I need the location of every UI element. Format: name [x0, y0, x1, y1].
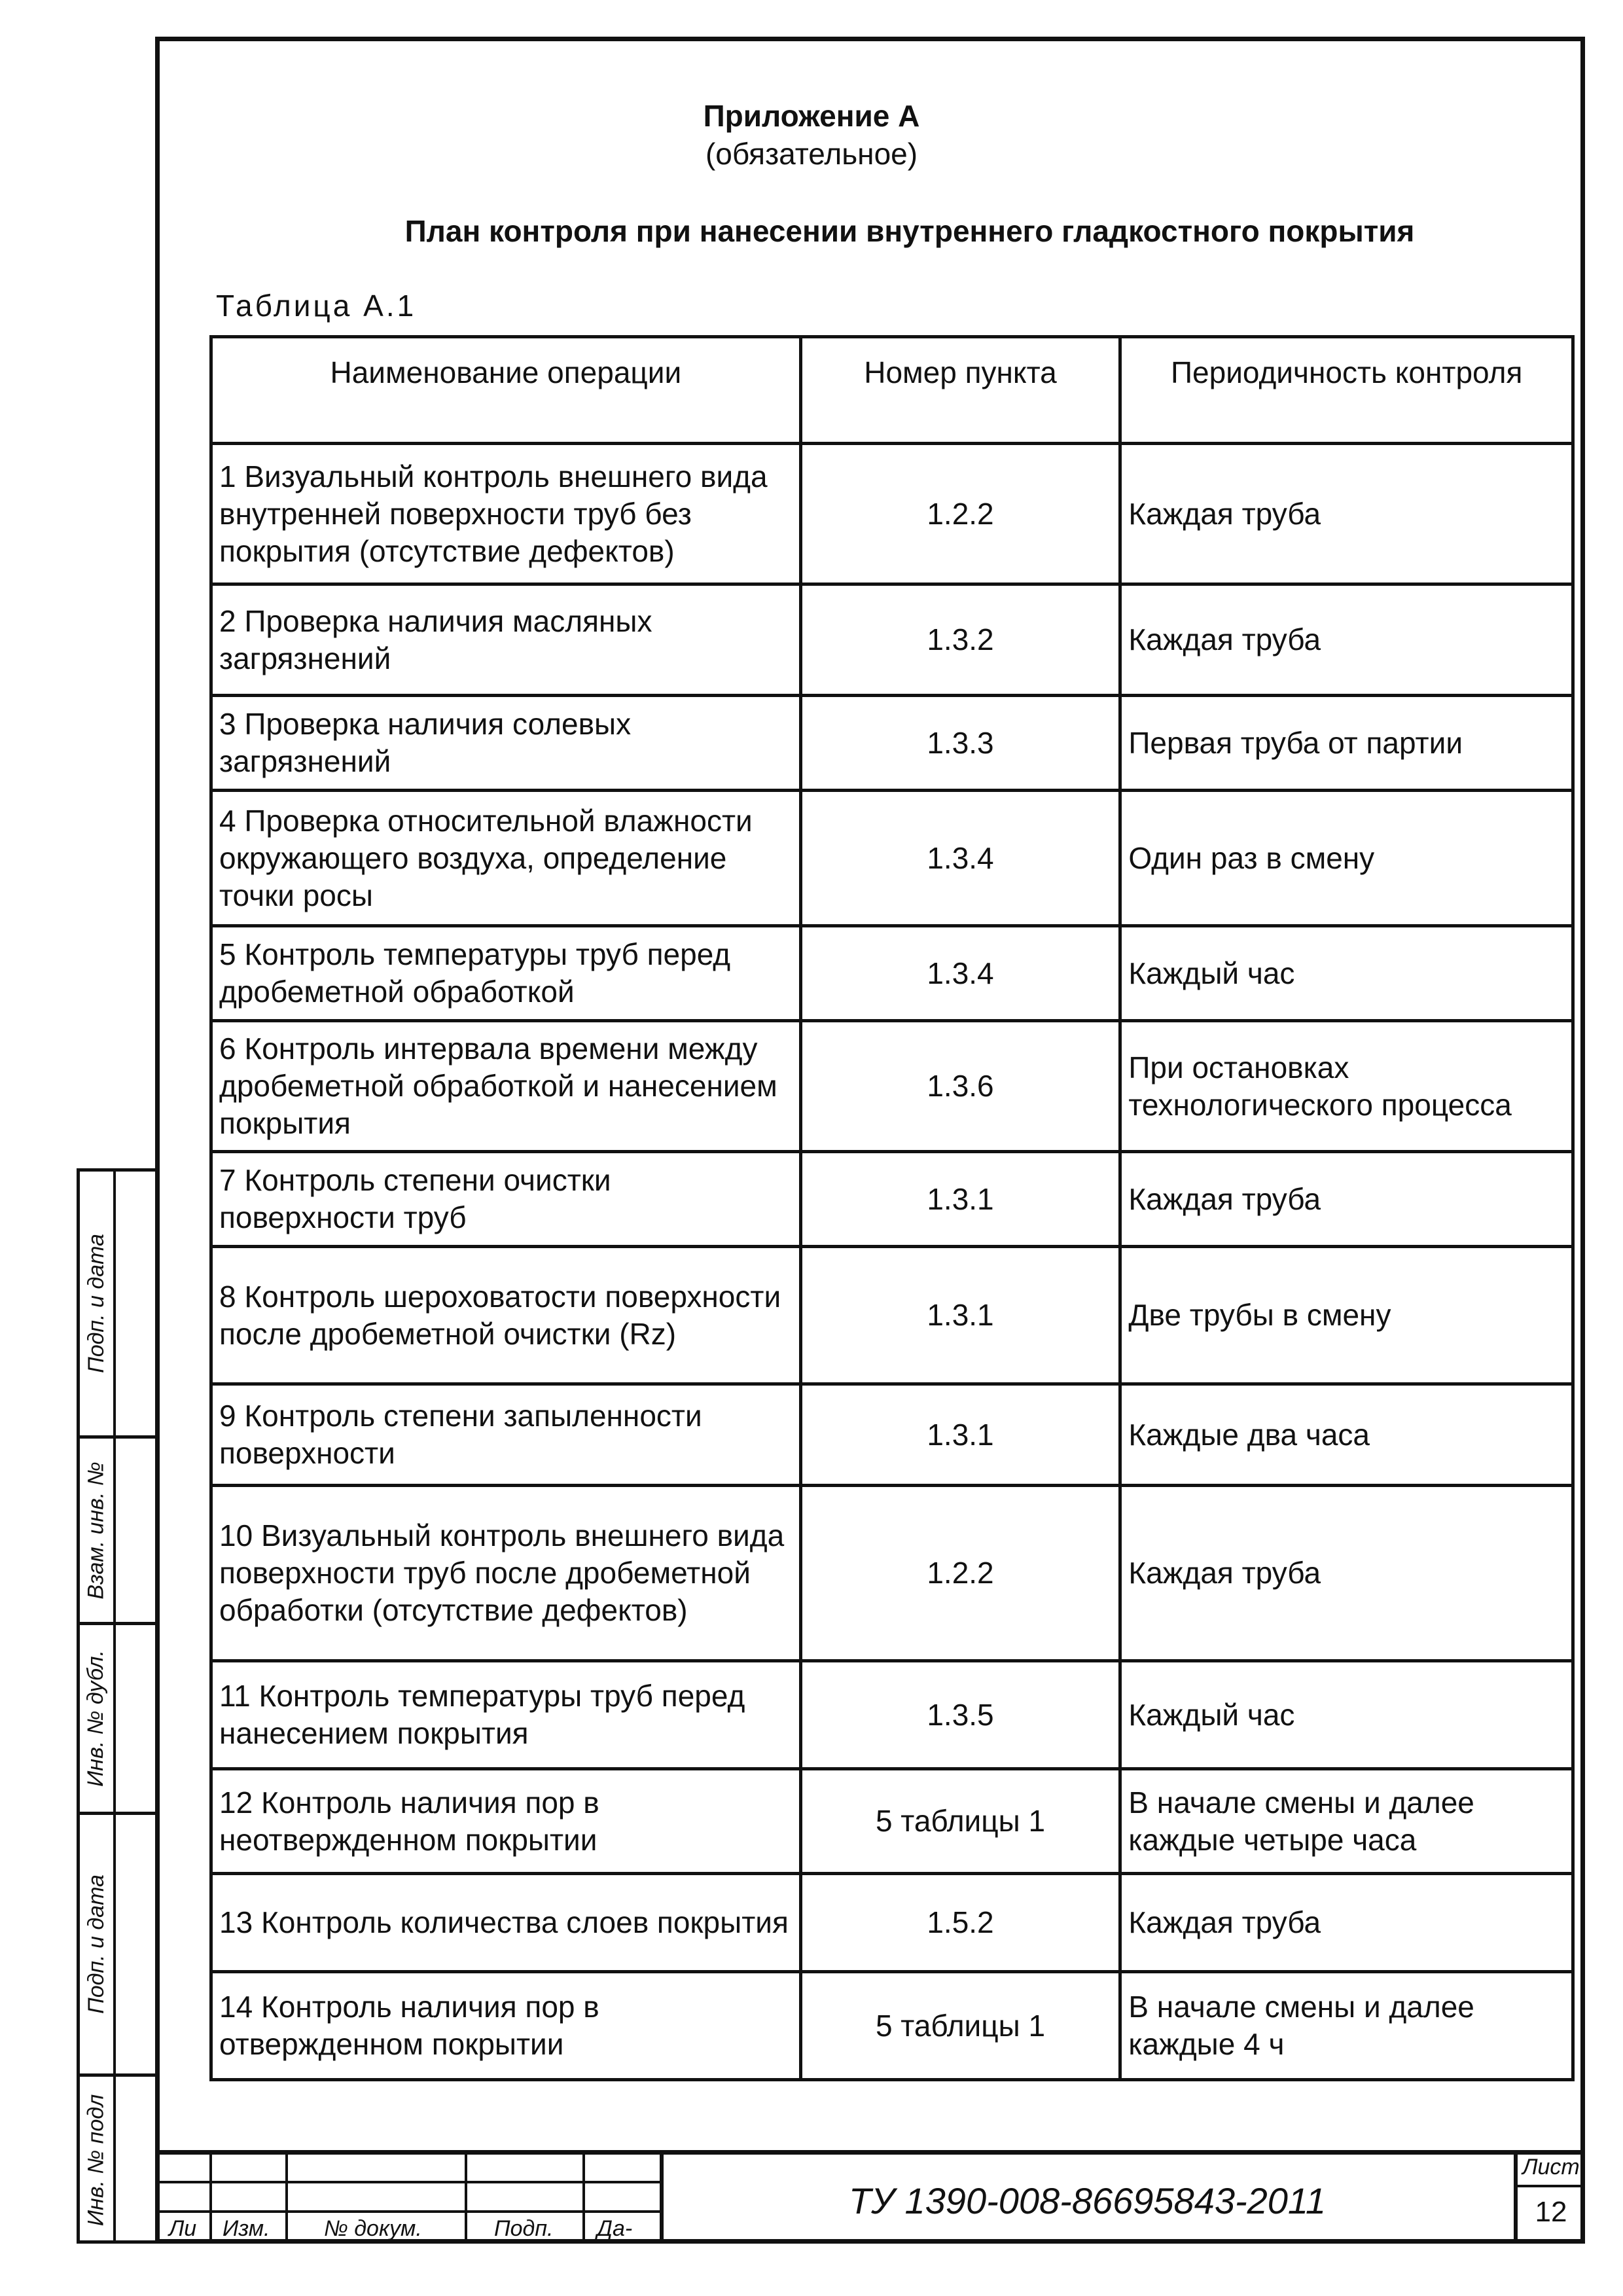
table-row [211, 1021, 1573, 1152]
stamp-row-line-2 [155, 2210, 662, 2213]
side-label-sign-date-1: Подп. и дата [83, 1234, 109, 1373]
cell-periodicity: Две трубы в смену [1120, 1247, 1573, 1384]
stamp-col-izm: Изм. [223, 2216, 270, 2241]
header-item-number: Номер пункта [800, 337, 1120, 444]
cell-item-number: 1.3.5 [800, 1661, 1120, 1769]
cell-operation: 12 Контроль наличия пор в неотвержденном покрытии [211, 1769, 801, 1874]
side-label-replace-inv: Взам. инв. № [83, 1461, 109, 1600]
cell-item-number: 1.2.2 [800, 444, 1120, 584]
cell-periodicity: Один раз в смену [1120, 791, 1573, 926]
table-row [211, 791, 1573, 926]
appendix-status: (обязательное) [705, 137, 918, 171]
cell-operation: 3 Проверка наличия солевых загрязнений [211, 696, 801, 791]
stamp-top-line [155, 2150, 1585, 2155]
cell-operation: 8 Контроль шероховатости поверхности после дробеметной очистки (Rz) [211, 1247, 801, 1384]
cell-item-number: 1.3.1 [800, 1247, 1120, 1384]
cell-item-number: 1.3.1 [800, 1384, 1120, 1486]
cell-periodicity: В начале смены и далее каждые 4 ч [1120, 1972, 1573, 2080]
table-row [211, 1661, 1573, 1769]
table-row [211, 926, 1573, 1021]
side-label-orig-inv: Инв. № подл [83, 2094, 109, 2227]
cell-operation: 7 Контроль степени очистки поверхности труб [211, 1152, 801, 1247]
side-label-sign-date-2: Подп. и дата [83, 1874, 109, 2014]
cell-operation: 14 Контроль наличия пор в отвержденном покрытии [211, 1972, 801, 2080]
stamp-row-line-1 [155, 2181, 662, 2183]
cell-item-number: 5 таблицы 1 [800, 1972, 1120, 2080]
stamp-col-doc: № докум. [324, 2216, 422, 2241]
cell-item-number: 1.3.2 [800, 584, 1120, 696]
side-label-dup-inv: Инв. № дубл. [83, 1649, 109, 1787]
header-periodicity: Периодичность контроля [1120, 337, 1573, 444]
cell-periodicity: Каждые два часа [1120, 1384, 1573, 1486]
cell-operation: 1 Визуальный контроль внешнего вида внутренней поверхности труб без покрытия (отсутствие дефектов) [211, 444, 801, 584]
cell-item-number: 1.3.4 [800, 926, 1120, 1021]
cell-operation: 9 Контроль степени запыленности поверхности [211, 1384, 801, 1486]
document-code: ТУ 1390-008-86695843-2011 [848, 2180, 1327, 2221]
table-row [211, 1769, 1573, 1874]
cell-periodicity: В начале смены и далее каждые четыре часа [1120, 1769, 1573, 1874]
cell-operation: 4 Проверка относительной влажности окружающего воздуха, определение точки росы [211, 791, 801, 926]
cell-periodicity: Каждая труба [1120, 1152, 1573, 1247]
cell-periodicity: Каждая труба [1120, 1486, 1573, 1661]
table-caption: Таблица А.1 [216, 289, 417, 323]
cell-item-number: 1.3.6 [800, 1021, 1120, 1152]
cell-periodicity: Каждый час [1120, 1661, 1573, 1769]
table-row [211, 1874, 1573, 1972]
sheet-label: Лист [1522, 2155, 1580, 2179]
table-row [211, 584, 1573, 696]
table-row [211, 696, 1573, 791]
cell-periodicity: Каждый час [1120, 926, 1573, 1021]
cell-operation: 2 Проверка наличия масляных загрязнений [211, 584, 801, 696]
cell-operation: 10 Визуальный контроль внешнего вида поверхности труб после дробеметной обработки (отсутствие дефектов) [211, 1486, 801, 1661]
cell-item-number: 5 таблицы 1 [800, 1769, 1120, 1874]
table-header-row [211, 337, 1573, 444]
cell-item-number: 1.2.2 [800, 1486, 1120, 1661]
table-row [211, 1152, 1573, 1247]
cell-item-number: 1.3.3 [800, 696, 1120, 791]
stamp-sheet-divider [1514, 2150, 1518, 2244]
cell-periodicity: Каждая труба [1120, 584, 1573, 696]
cell-periodicity: Каждая труба [1120, 1874, 1573, 1972]
table-row [211, 1384, 1573, 1486]
stamp-col-li: Ли [169, 2216, 197, 2241]
cell-operation: 6 Контроль интервала времени между дробеметной обработкой и нанесением покрытия [211, 1021, 801, 1152]
table-row [211, 1247, 1573, 1384]
stamp-col-line [582, 2150, 585, 2244]
stamp-col-line [285, 2150, 288, 2244]
appendix-title: Приложение А [703, 99, 920, 133]
cell-operation: 11 Контроль температуры труб перед нанесением покрытия [211, 1661, 801, 1769]
table-row [211, 444, 1573, 584]
stamp-col-line [209, 2150, 212, 2244]
cell-operation: 13 Контроль количества слоев покрытия [211, 1874, 801, 1972]
cell-operation: 5 Контроль температуры труб перед дробеметной обработкой [211, 926, 801, 1021]
sheet-number: 12 [1535, 2196, 1567, 2228]
cell-periodicity: Первая труба от партии [1120, 696, 1573, 791]
stamp-col-sign: Подп. [494, 2216, 554, 2241]
plan-title: План контроля при нанесении внутреннего гладкостного покрытия [404, 214, 1415, 248]
cell-item-number: 1.5.2 [800, 1874, 1120, 1972]
cell-periodicity: При остановках технологического процесса [1120, 1021, 1573, 1152]
table-row [211, 1972, 1573, 2080]
control-plan-table [209, 335, 1575, 2081]
stamp-col-date: Да- [597, 2216, 633, 2241]
header-operation: Наименование операции [211, 337, 801, 444]
cell-item-number: 1.3.1 [800, 1152, 1120, 1247]
stamp-sheet-line [1514, 2185, 1585, 2187]
cell-periodicity: Каждая труба [1120, 444, 1573, 584]
table-row [211, 1486, 1573, 1661]
stamp-col-line [465, 2150, 467, 2244]
cell-item-number: 1.3.4 [800, 791, 1120, 926]
